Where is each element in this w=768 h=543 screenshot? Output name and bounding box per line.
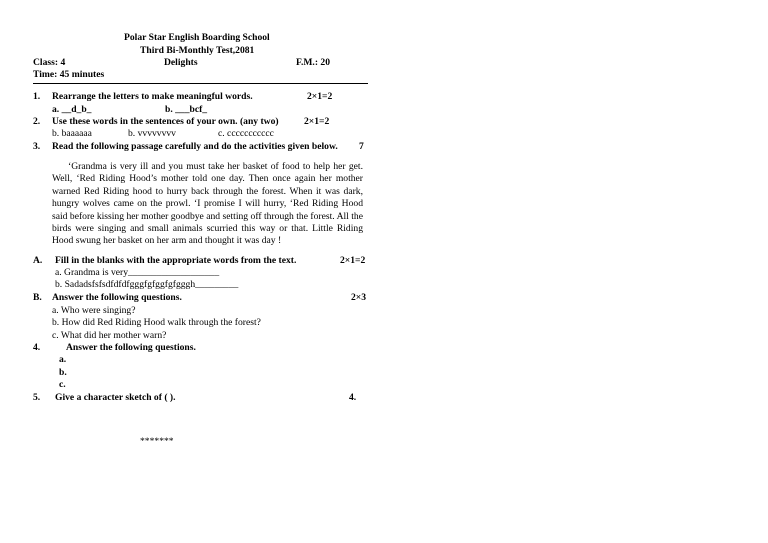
reading-passage <box>52 161 363 248</box>
q4-item-b: b. <box>59 367 67 378</box>
qB-marks: 2×3 <box>351 292 367 303</box>
q4-text: Answer the following questions. <box>66 342 196 353</box>
q4-item-a: a. <box>59 354 67 365</box>
q5-number: 5. <box>33 392 41 403</box>
q2-word-c: c. ccccccccccc <box>218 128 274 139</box>
qB-number: B. <box>33 292 42 303</box>
q2-word-a: b. baaaaaa <box>52 128 92 139</box>
q2-number: 2. <box>33 116 41 127</box>
q1-number: 1. <box>33 91 41 102</box>
qA-marks: 2×1=2 <box>340 255 366 266</box>
time-label: Time: 45 minutes <box>33 69 105 80</box>
test-title: Third Bi-Monthly Test,2081 <box>140 45 255 56</box>
q1-text: Rearrange the letters to make meaningful words. <box>52 91 253 102</box>
qB-text: Answer the following questions. <box>52 292 182 303</box>
qB-question-c: c. What did her mother warn? <box>52 330 167 341</box>
passage-text: ‘Grandma is very ill and you must take her basket of food to help her get. Well, ‘Red Riding Hood’s mother told one day. Then once again her mother warned Red Riding hood to hurry back through the forest. When it was dark, hungry wolves came on the prowl. ‘I promise I will hurry, ‘Red Riding Hood said before kissing her mother goodbye and setting off through the forest. All the birds were singing and small animals scurried this way or that. Little Riding Hood swung her basket on her arm and thought it was day ! <box>52 161 363 247</box>
q4-number: 4. <box>33 342 41 353</box>
school-name: Polar Star English Boarding School <box>124 32 270 43</box>
q2-word-b: b. vvvvvvvv <box>128 128 176 139</box>
q3-number: 3. <box>33 141 41 152</box>
q1-option-a: a. __d_b_ <box>52 104 92 115</box>
qB-question-b: b. How did Red Riding Hood walk through the forest? <box>52 317 261 328</box>
q3-text: Read the following passage carefully and do the activities given below. <box>52 141 338 152</box>
end-stars: ******* <box>140 436 174 447</box>
qA-blank-a: a. Grandma is very___________________ <box>55 267 220 278</box>
qA-blank-b: b. Sadadsfsfsdfdfdfgggfgfggfgfgggh_________ <box>55 279 239 290</box>
subject-label: Delights <box>164 57 198 68</box>
q4-item-c: c. <box>59 379 66 390</box>
q2-marks: 2×1=2 <box>304 116 330 127</box>
q1-option-b: b. ___bcf_ <box>165 104 208 115</box>
qB-question-a: a. Who were singing? <box>52 305 136 316</box>
class-label: Class: 4 <box>33 57 66 68</box>
qA-text: Fill in the blanks with the appropriate words from the text. <box>55 255 297 266</box>
qA-number: A. <box>33 255 43 266</box>
q2-text: Use these words in the sentences of your own. (any two) <box>52 116 279 127</box>
q1-marks: 2×1=2 <box>307 91 333 102</box>
full-marks: F.M.: 20 <box>296 57 331 68</box>
q3-marks: 7 <box>359 141 364 152</box>
q5-text: Give a character sketch of ( ). <box>55 392 176 403</box>
header-divider <box>33 83 368 84</box>
q5-marks: 4. <box>349 392 357 403</box>
